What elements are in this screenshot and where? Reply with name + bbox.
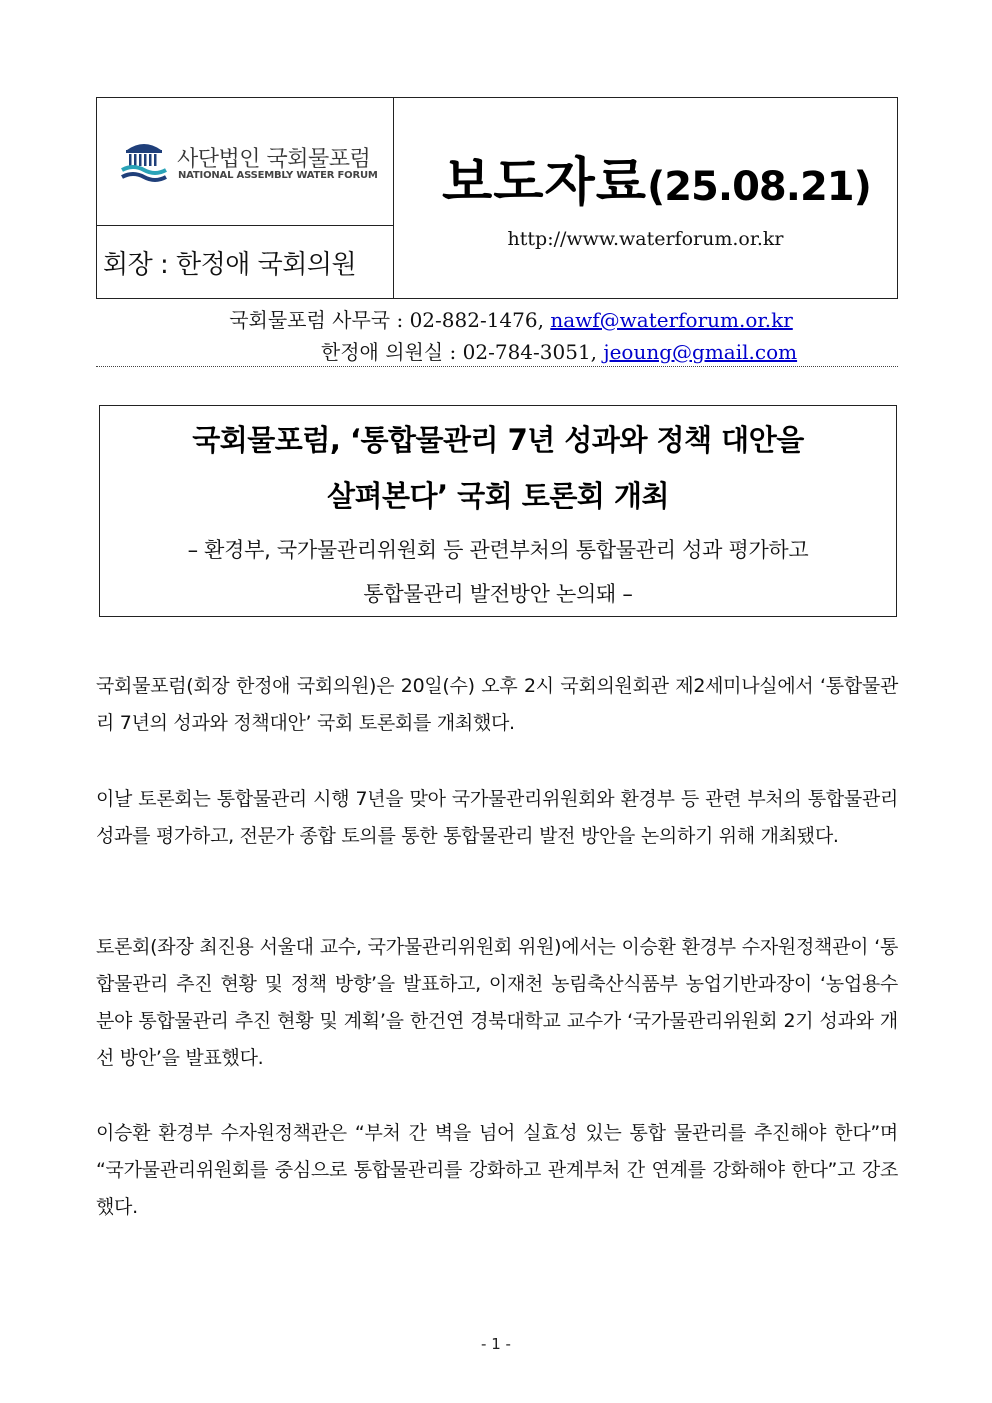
org-name-en: NATIONAL ASSEMBLY WATER FORUM — [178, 170, 378, 181]
press-release-title — [442, 140, 871, 215]
subheadline-line-2: 통합물관리 발전방안 논의돼 – — [363, 582, 633, 606]
chair-label: 회장 : 한정애 국회의원 — [103, 249, 357, 280]
page-number: - 1 - — [481, 1335, 511, 1353]
office-contact-label: 국회물포럼 사무국 : 02-882-1476, — [229, 308, 551, 332]
logo-cell — [97, 98, 394, 226]
headline-line-1: 국회물포럼, ‘통합물관리 7년 성과와 정책 대안을 — [192, 423, 804, 457]
divider — [96, 366, 898, 367]
subheadline-line-1: – 환경부, 국가물관리위원회 등 관련부처의 통합물관리 성과 평가하고 — [187, 538, 809, 562]
body-paragraph-3: 토론회(좌장 최진용 서울대 교수, 국가물관리위원회 위원)에서는 이승환 환경부 수자원정책관이 ‘통합물관리 추진 현황 및 정책 방향’을 발표하고, 이재천 농림축산식품부 농업기반과장이 ‘농업용수 분야 통합물관리 추진 현황 및 계획’을 한건연 경북대학교 교수가 ‘국가물관리위원회 2기 성과와 개선 방안’을 발표했다. — [96, 936, 898, 1069]
website-url[interactable]: http://www.waterforum.or.kr — [507, 228, 784, 250]
member-email-link[interactable]: jeoung@gmail.com — [603, 340, 798, 364]
press-title-text: 보도자료 — [442, 153, 647, 213]
org-name-ko: 사단법인 국회물포럼 — [177, 147, 371, 172]
body-paragraph-4: 이승환 환경부 수자원정책관은 “부처 간 벽을 넘어 실효성 있는 통합 물관리를 추진해야 한다”며 “국가물관리위원회를 중심으로 통합물관리를 강화하고 관계부처 간 연계를 강화해야 한다”고 강조했다. — [96, 1122, 898, 1218]
chair-cell — [97, 226, 394, 298]
title-cell — [394, 98, 897, 298]
header-table — [96, 97, 898, 299]
press-date: (25.08.21) — [646, 164, 871, 210]
member-contact — [158, 336, 960, 365]
body-paragraph-2: 이날 토론회는 통합물관리 시행 7년을 맞아 국가물관리위원회와 환경부 등 관련 부처의 통합물관리 성과를 평가하고, 전문가 종합 토의를 통한 통합물관리 발전 방안을 논의하기 위해 개최됐다. — [96, 788, 898, 847]
body-paragraph-1: 국회물포럼(회장 한정애 국회의원)은 20일(수) 오후 2시 국회의원회관 제2세미나실에서 ‘통합물관리 7년의 성과와 정책대안’ 국회 토론회를 개최했다. — [96, 675, 898, 734]
national-assembly-logo-icon — [119, 136, 169, 186]
headline-line-2: 살펴본다’ 국회 토론회 개최 — [327, 479, 669, 513]
headline-box — [99, 405, 897, 617]
member-contact-label: 한정애 의원실 : 02-784-3051, — [320, 340, 604, 364]
office-contact — [110, 304, 912, 333]
office-email-link[interactable]: nawf@waterforum.or.kr — [550, 308, 793, 332]
